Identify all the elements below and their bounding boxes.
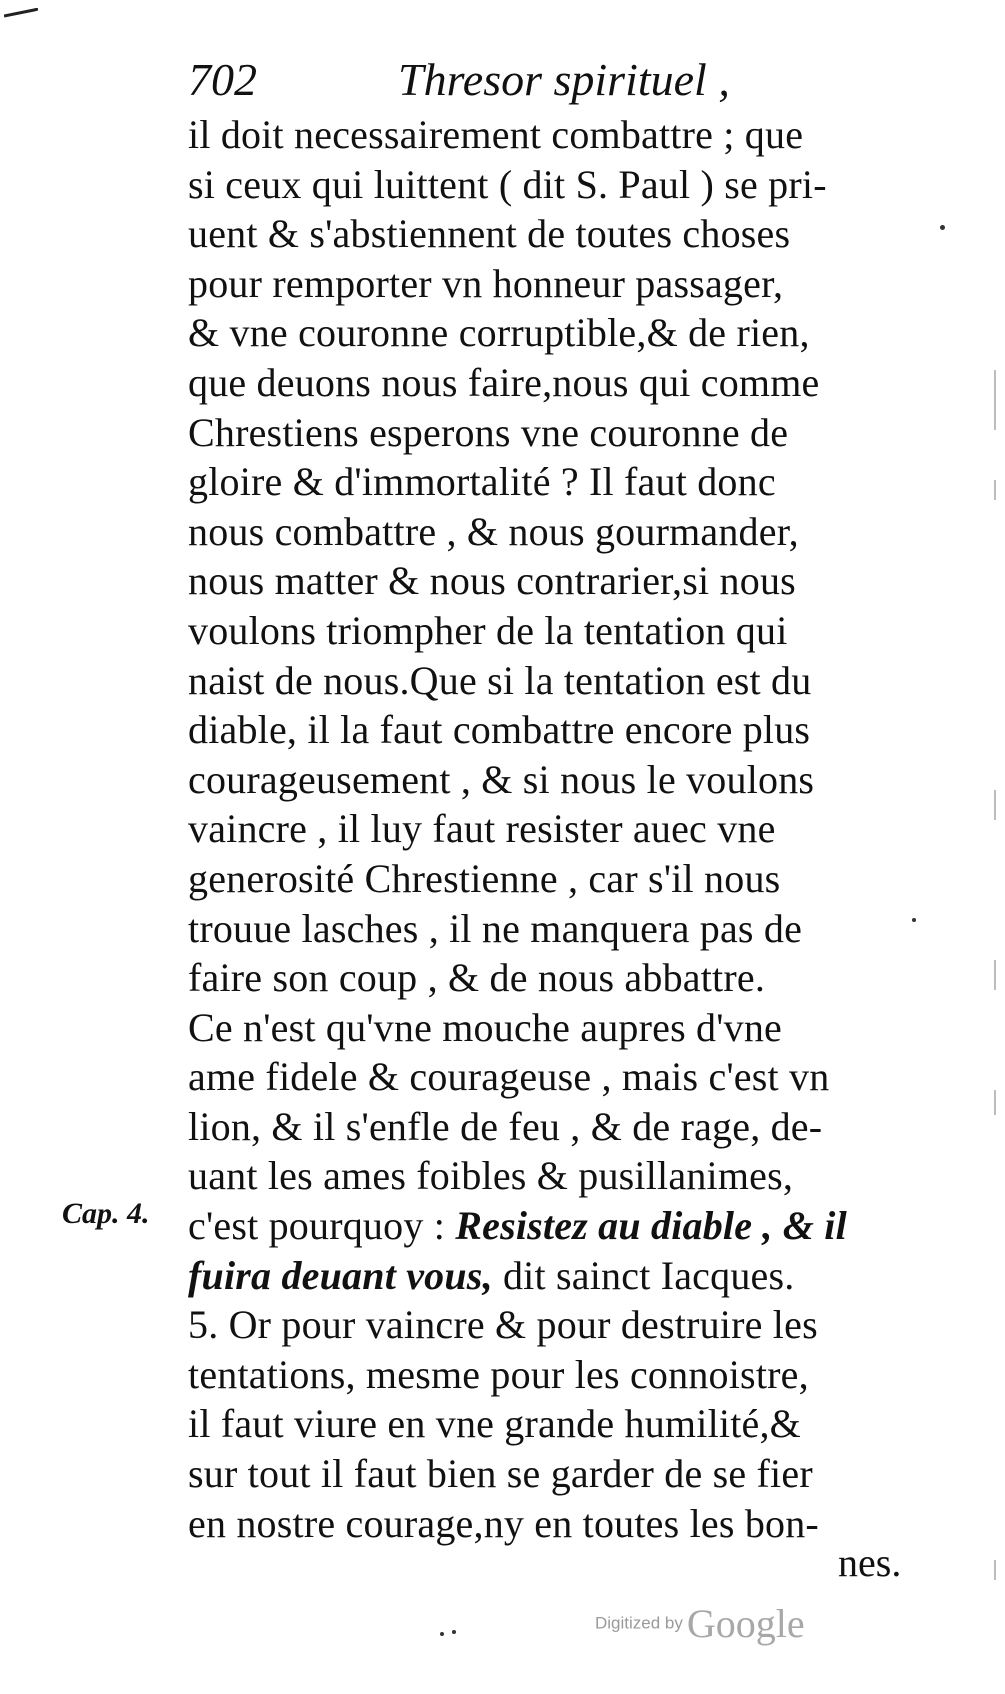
ink-speck: [452, 1630, 456, 1634]
running-title: Thresor spirituel ,: [398, 54, 730, 105]
text-line: que deuons nous faire,nous qui comme: [188, 359, 820, 405]
text-line-quote: [188, 1201, 898, 1251]
text-line: 5. Or pour vaincre & pour destruire les: [188, 1302, 818, 1348]
catchword: nes.: [838, 1540, 902, 1585]
scripture-quote: fuira deuant vous,: [188, 1252, 493, 1298]
text-line: naist de nous.Que si la tentation est du: [188, 657, 812, 703]
text-line: Chrestiens esperons vne couronne de: [188, 409, 789, 455]
text-line: nous combattre , & nous gourmander,: [188, 508, 799, 554]
text-segment: dit sainct Iacques.: [492, 1252, 795, 1298]
ink-speck: [440, 1632, 444, 1636]
google-logo: Google: [686, 1601, 805, 1646]
scan-edge-mark: [994, 790, 996, 820]
text-line: il faut viure en vne grande humilité,&: [188, 1401, 801, 1447]
ink-speck: [912, 918, 916, 922]
text-line: pour remporter vn honneur passager,: [188, 260, 784, 306]
text-line: trouue lasches , il ne manquera pas de: [188, 905, 803, 951]
page-header: [188, 52, 748, 108]
scan-edge-mark: [994, 960, 996, 990]
margin-note: Cap. 4.: [62, 1197, 150, 1230]
text-line: diable, il la faut combattre encore plus: [188, 707, 811, 753]
digitized-label: Digitized by: [595, 1613, 683, 1633]
text-line: & vne couronne corruptible,& de rien,: [188, 310, 810, 356]
scripture-quote: Resistez au diable , & il: [455, 1203, 847, 1249]
scan-edge-mark: [994, 1560, 996, 1580]
text-line: Ce n'est qu'vne mouche aupres d'vne: [188, 1004, 783, 1050]
text-line: faire son coup , & de nous abbattre.: [188, 955, 766, 1001]
page-number: 702: [188, 54, 257, 105]
text-line-quote: [188, 1251, 898, 1301]
text-line: ame fidele & courageuse , mais c'est vn: [188, 1054, 830, 1100]
text-line: nous matter & nous contrarier,si nous: [188, 558, 796, 604]
text-line: sur tout il faut bien se garder de se fier: [188, 1451, 813, 1497]
scan-edge-mark: [994, 370, 996, 430]
text-line: en nostre courage,ny en toutes les bon-: [188, 1500, 819, 1546]
google-watermark: [595, 1600, 825, 1656]
scan-edge-mark: [994, 1090, 996, 1115]
text-line: courageusement , & si nous le voulons: [188, 756, 815, 802]
text-line: vaincre , il luy faut resister auec vne: [188, 806, 776, 852]
text-segment: c'est pourquoy :: [188, 1203, 456, 1249]
text-line: si ceux qui luittent ( dit S. Paul ) se pri-: [188, 161, 827, 207]
scan-edge-mark: [994, 480, 996, 500]
body-text: [188, 110, 898, 1548]
ink-speck: [940, 225, 945, 230]
text-line: il doit necessairement combattre ; que: [188, 112, 804, 157]
text-line: uent & s'abstiennent de toutes choses: [188, 211, 791, 257]
text-line: uant les ames foibles & pusillanimes,: [188, 1153, 794, 1199]
text-line: tentations, mesme pour les connoistre,: [188, 1351, 809, 1397]
text-line: lion, & il s'enfle de feu , & de rage, de-: [188, 1103, 823, 1149]
corner-mark: [4, 8, 38, 18]
text-line: voulons triompher de la tentation qui: [188, 607, 788, 653]
text-line: generosité Chrestienne , car s'il nous: [188, 855, 781, 901]
text-line: gloire & d'immortalité ? Il faut donc: [188, 459, 776, 505]
